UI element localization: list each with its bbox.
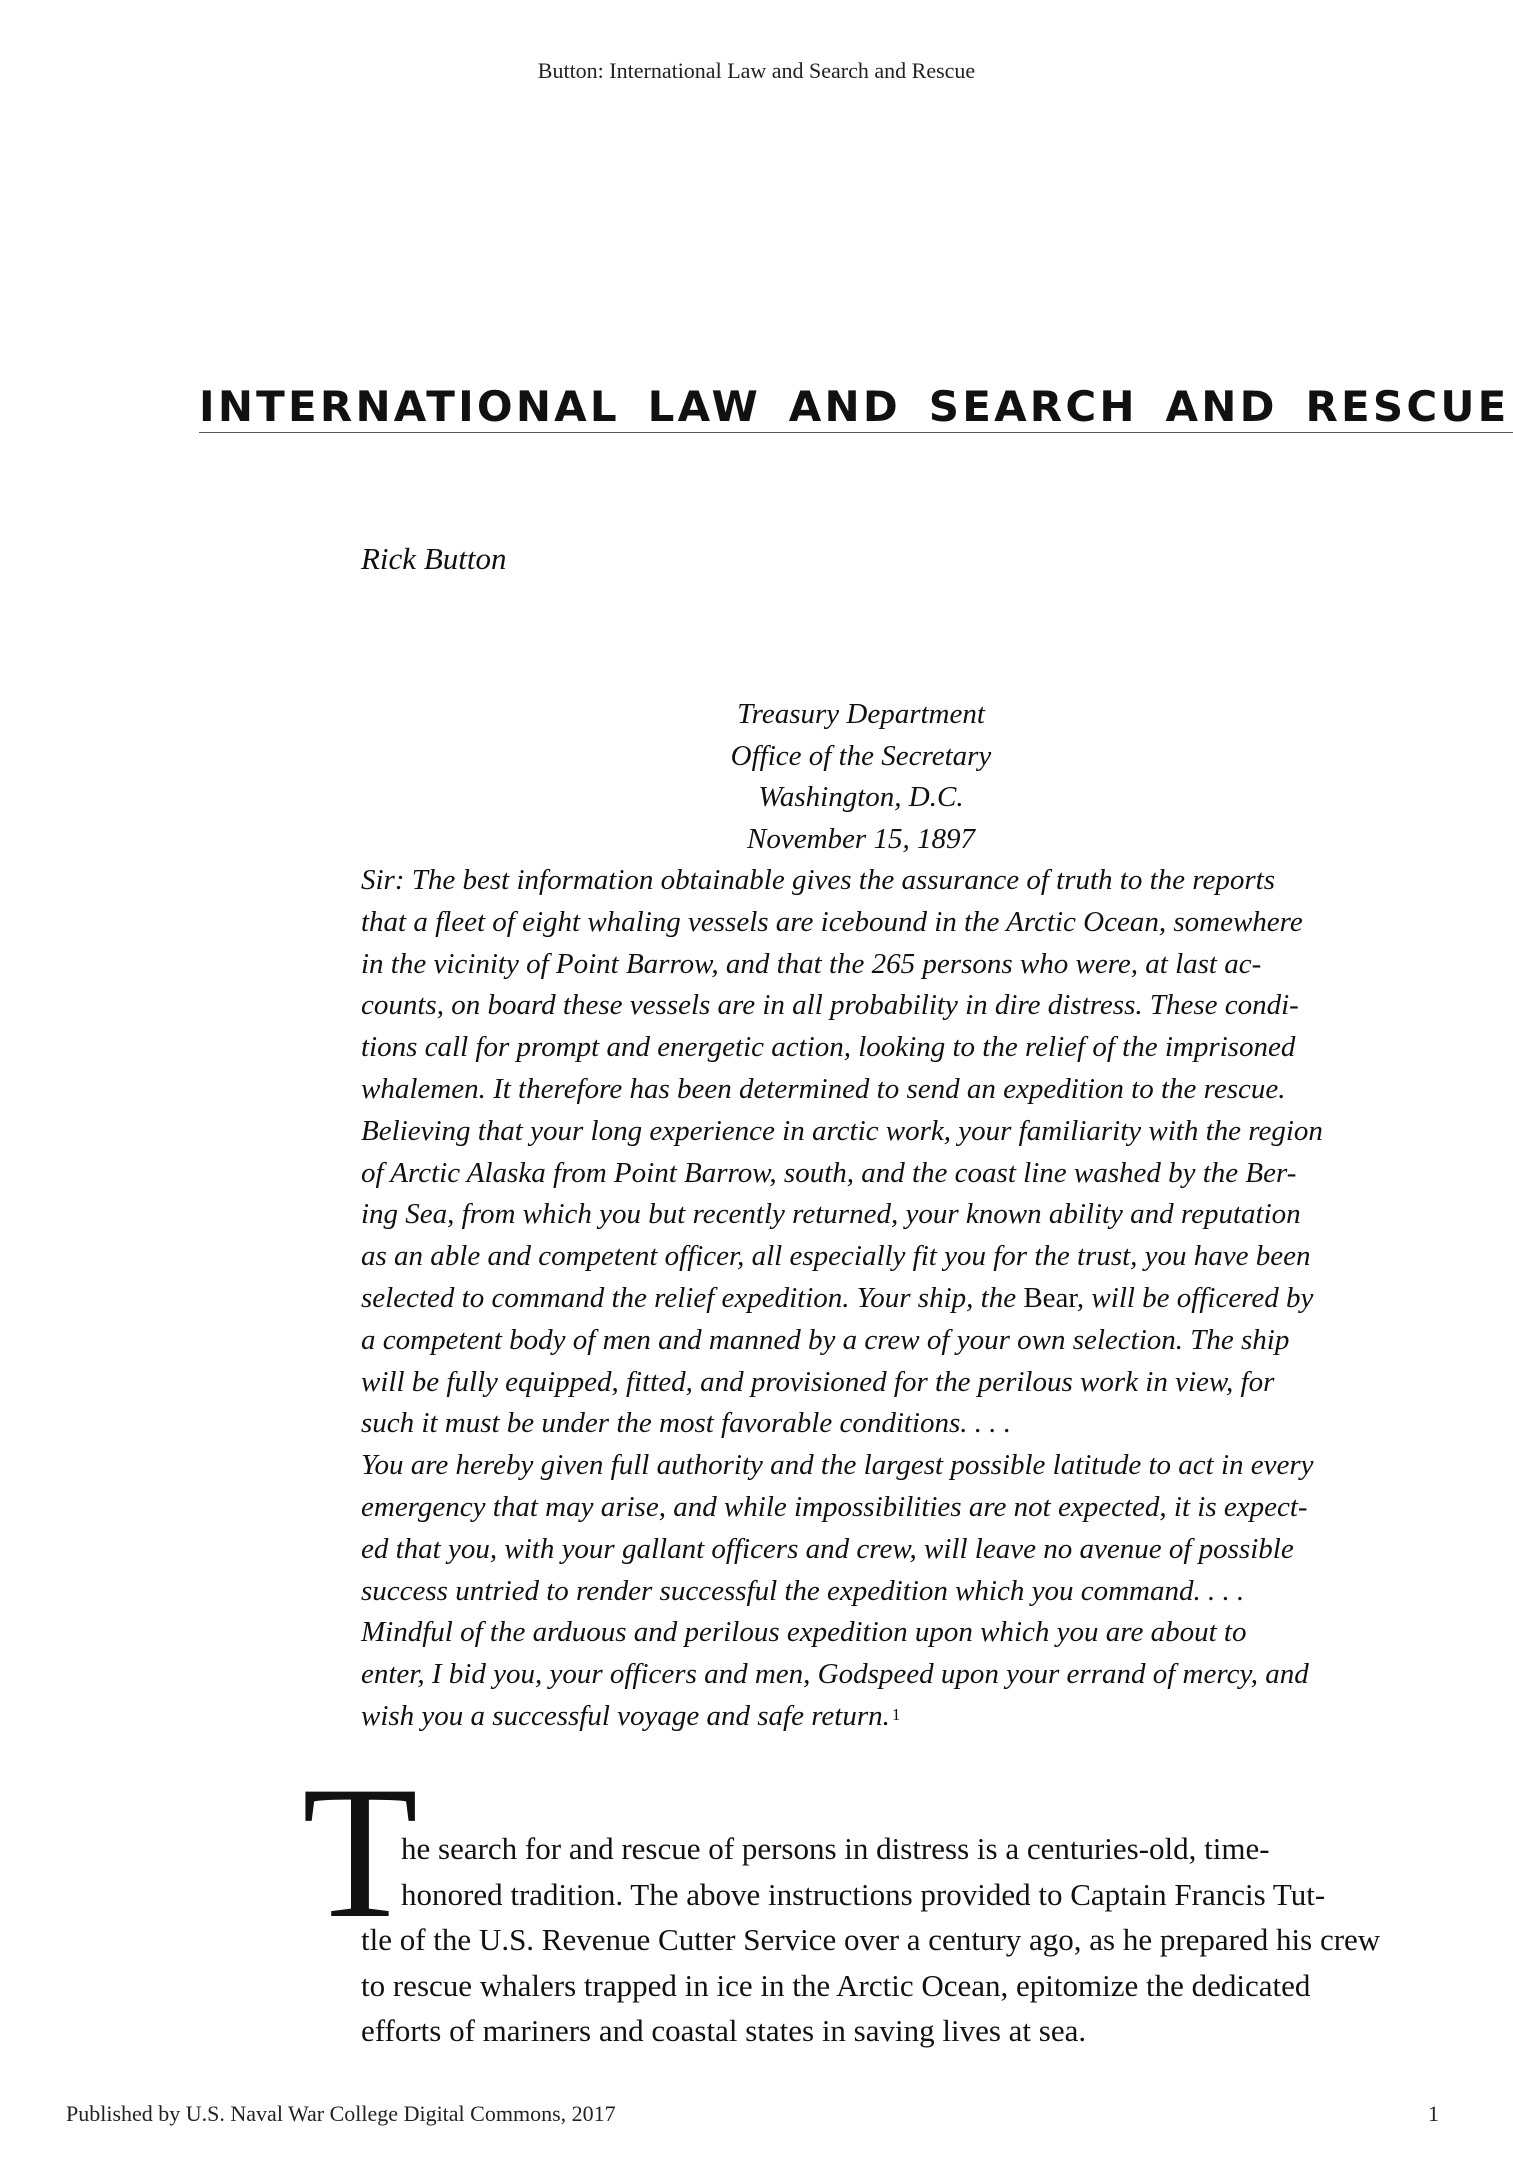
body-line: honored tradition. The above instructions provided to Captain Francis Tut- (401, 1876, 1326, 1912)
title-rule (199, 432, 1513, 433)
body-line: efforts of mariners and coastal states in saving lives at sea. (361, 2013, 1087, 2048)
body-line: he search for and rescue of persons in distress is a centuries-old, time- (401, 1831, 1270, 1866)
letter-line: success untried to render successful the expedition which you command. . . . (361, 1574, 1245, 1607)
letter-text: will be officered by (1084, 1281, 1314, 1314)
letter-line: such it must be under the most favorable conditions. . . . (361, 1407, 1012, 1440)
letter-line (361, 1278, 1371, 1320)
letter-line: of Arctic Alaska from Point Barrow, south, and the coast line washed by the Ber- (361, 1156, 1297, 1189)
letter-line: in the vicinity of Point Barrow, and that the 265 persons who were, at last ac- (361, 947, 1262, 980)
body-line: tle of the U.S. Revenue Cutter Service over a century ago, as he prepared his crew (361, 1922, 1381, 1957)
letter-line: ing Sea, from which you but recently returned, your known ability and reputation (361, 1198, 1301, 1231)
letter-line: emergency that may arise, and while impossibilities are not expected, it is expect- (361, 1490, 1308, 1523)
letter-line: enter, I bid you, your officers and men, Godspeed upon your errand of mercy, and (361, 1658, 1309, 1691)
letter-text: wish you a successful voyage and safe return. (361, 1699, 890, 1732)
drop-cap: T (302, 1748, 419, 1958)
letter-line: counts, on board these vessels are in all probability in dire distress. These condi- (361, 989, 1299, 1022)
letter-epigraph (361, 860, 1371, 1738)
ship-name: Bear, (1023, 1281, 1085, 1314)
dateline-line: Office of the Secretary (730, 739, 992, 772)
letter-line: whalemen. It therefore has been determined to send an expedition to the rescue. (361, 1072, 1286, 1105)
body-line: to rescue whalers trapped in ice in the Arctic Ocean, epitomize the dedicated (361, 1967, 1311, 2003)
body-paragraph (361, 1826, 1381, 2054)
letter-line: will be fully equipped, fitted, and provisioned for the perilous work in view, for (361, 1365, 1275, 1398)
letter-text: selected to command the relief expedition. Your ship, the (361, 1281, 1024, 1314)
letter-line: that a fleet of eight whaling vessels are icebound in the Arctic Ocean, somewhere (361, 905, 1303, 938)
page-number: 1 (1428, 2101, 1439, 2126)
running-head: Button: International Law and Search and Rescue (537, 58, 976, 83)
footnote-reference[interactable]: 1 (891, 1704, 901, 1724)
letter-line: a competent body of men and manned by a crew of your own selection. The ship (361, 1323, 1290, 1356)
dateline-line: November 15, 1897 (747, 822, 975, 855)
letter-line: as an able and competent officer, all especially fit you for the trust, you have been (361, 1240, 1311, 1273)
dateline-line: Treasury Department (737, 698, 985, 730)
letter-line: Sir: The best information obtainable gives the assurance of truth to the reports (361, 864, 1275, 896)
letter-line: ed that you, with your gallant officers and crew, will leave no avenue of possible (361, 1532, 1294, 1565)
dateline-line: Washington, D.C. (758, 781, 964, 813)
letter-line: Believing that your long experience in arctic work, your familiarity with the region (361, 1114, 1323, 1147)
letter-dateline (661, 694, 1061, 860)
author-name: Rick Button (361, 541, 507, 576)
publisher-footer: Published by U.S. Naval War College Digital Commons, 2017 (66, 2101, 616, 2126)
letter-line: You are hereby given full authority and the largest possible latitude to act in every (361, 1449, 1314, 1482)
article-title: INTERNATIONAL LAW AND SEARCH AND RESCUE (199, 382, 1510, 431)
letter-line: tions call for prompt and energetic action, looking to the relief of the imprisoned (361, 1031, 1296, 1064)
letter-line (361, 1696, 1371, 1738)
letter-line: Mindful of the arduous and perilous expedition upon which you are about to (361, 1616, 1247, 1649)
